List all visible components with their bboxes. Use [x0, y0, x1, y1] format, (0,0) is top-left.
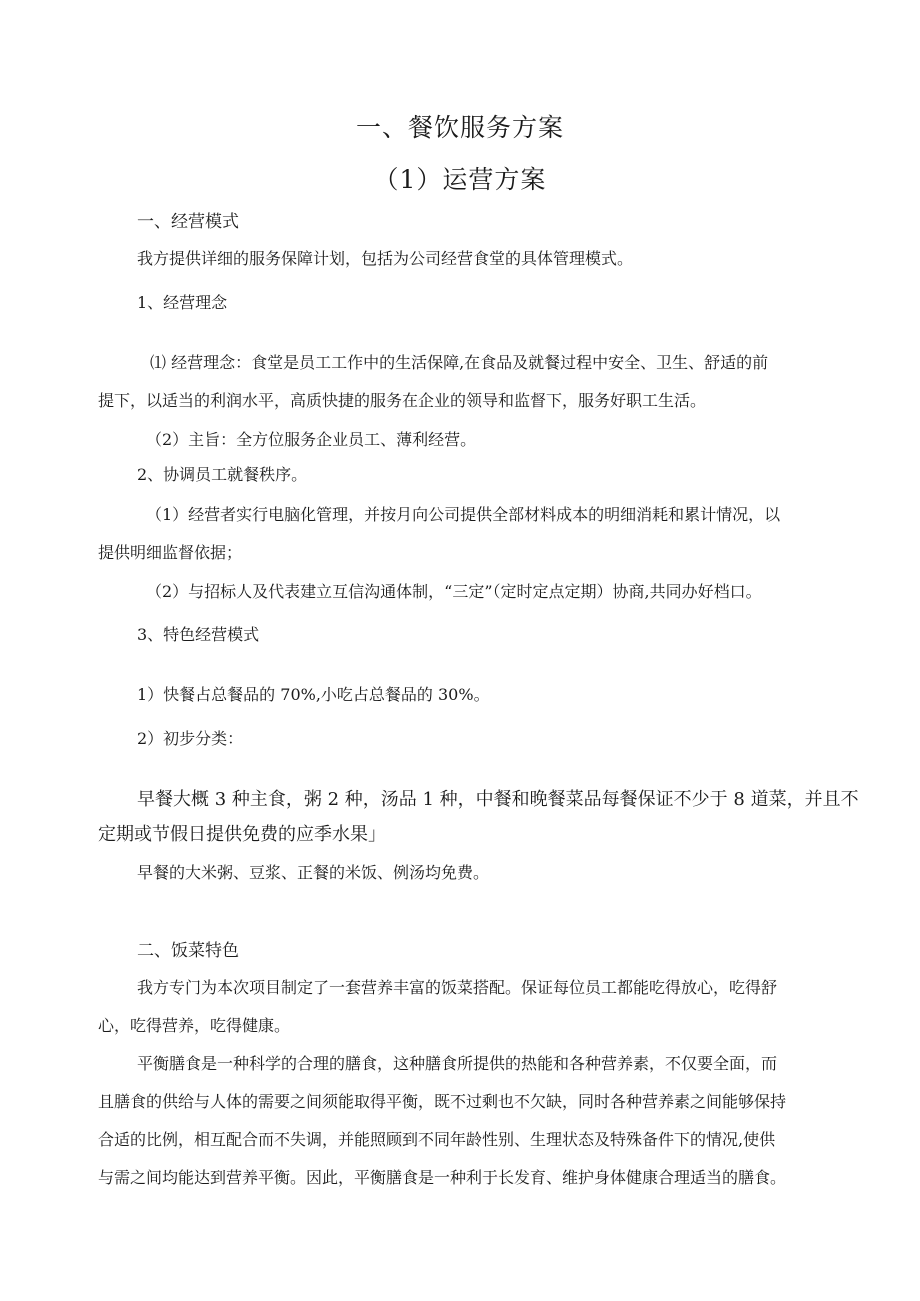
breakfast-line1: 早餐大概 3 种主食，粥 2 种，汤品 1 种，中餐和晚餐菜品每餐保证不少于 8 道菜，并且不 [137, 789, 859, 810]
item1-1-line1: ⑴ 经营理念：食堂是员工工作中的生活保障,在食品及就餐过程中安全、卫生、舒适的前 [150, 353, 769, 372]
intro-paragraph: 我方提供详细的服务保障计划，包括为公司经营食堂的具体管理模式。 [137, 249, 634, 268]
item2-2: （2）与招标人及代表建立互信沟通体制，“三定”（定时定点定期）协商,共同办好档口。 [146, 582, 762, 601]
item3-2: 2）初步分类： [137, 729, 244, 748]
item2-heading: 2、协调员工就餐秩序。 [137, 465, 308, 484]
s2-p2-line3: 合适的比例，相互配合而不失调，并能照顾到不同年龄性别、生理状态及特殊备件下的情况,使供 [98, 1130, 776, 1149]
s2-p1-line2: 心，吃得营养，吃得健康。 [98, 1016, 291, 1035]
s2-p1-line1: 我方专门为本次项目制定了一套营养丰富的饭菜搭配。保证每位员工都能吃得放心，吃得舒 [137, 978, 778, 997]
breakfast-line2: 定期或节假日提供免费的应季水果」 [98, 824, 386, 845]
document-subtitle: （1）运营方案 [373, 165, 547, 194]
s2-p2-line2: 且膳食的供给与人体的需要之间须能取得平衡，既不过剩也不欠缺，同时各种营养素之间能够保持 [98, 1092, 787, 1111]
s2-p2-line4: 与需之间均能达到营养平衡。因此，平衡膳食是一种利于长发育、维护身体健康合理适当的膳食。 [98, 1168, 787, 1187]
item1-2: （2）主旨：全方位服务企业员工、薄利经营。 [146, 430, 477, 449]
item2-1-line1: （1）经营者实行电脑化管理，并按月向公司提供全部材料成本的明细消耗和累计情况，以 [146, 505, 781, 524]
document-title: 一、餐饮服务方案 [355, 113, 564, 142]
item3-heading: 3、特色经营模式 [137, 625, 260, 644]
free-items: 早餐的大米粥、豆浆、正餐的米饭、例汤均免费。 [137, 863, 490, 882]
item1-heading: 1、经营理念 [137, 293, 228, 312]
item2-1-line2: 提供明细监督依据； [98, 543, 243, 562]
section2-heading: 二、饭菜特色 [137, 941, 239, 961]
s2-p2-line1: 平衡膳食是一种科学的合理的膳食，这种膳食所提供的热能和各种营养素，不仅要全面，而 [137, 1054, 778, 1073]
item3-1: 1）快餐占总餐品的 70%,小吃占总餐品的 30%。 [137, 685, 490, 704]
item1-1-line2: 提下，以适当的利润水平，高质快捷的服务在企业的领导和监督下，服务好职工生活。 [98, 391, 707, 410]
section1-heading: 一、经营模式 [137, 212, 239, 232]
